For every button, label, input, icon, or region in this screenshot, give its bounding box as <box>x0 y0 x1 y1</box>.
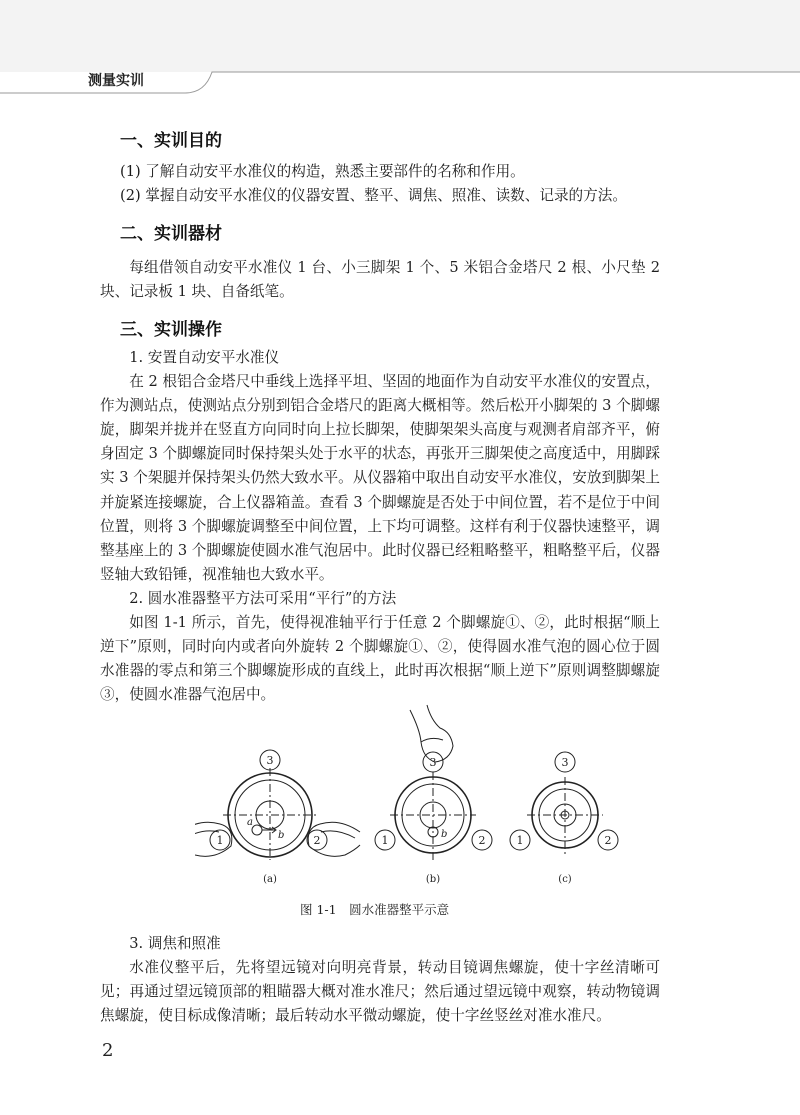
objective-item-2: (2) 掌握自动安平水准仪的仪器安置、整平、调焦、照准、读数、记录的方法。 <box>120 187 627 204</box>
screw-label: 2 <box>313 834 321 847</box>
page-number: 2 <box>102 1040 114 1061</box>
screw-label: 1 <box>516 834 524 847</box>
screw-label: 3 <box>266 754 274 767</box>
step3-body <box>100 932 660 1028</box>
section-heading-operation: 三、实训操作 <box>120 320 222 340</box>
running-header: 测量实训 <box>88 73 144 89</box>
point-label: a <box>247 817 253 828</box>
panel-label: (b) <box>425 874 441 885</box>
panel-label: (a) <box>263 874 277 885</box>
left-hand-icon <box>195 822 232 856</box>
objective-item-1: (1) 了解自动安平水准仪的构造，熟悉主要部件的名称和作用。 <box>120 163 525 180</box>
step2-text: 如图 1-1 所示，首先，使得视准轴平行于任意 2 个脚螺旋①、②，此时根据“顺上逆下”原则，同时向内或者向外旋转 2 个脚螺旋①、②，使得圆水准气泡的圆心位于圆水准器的零点和第三个脚螺旋形成的直线上，此时再次根据“顺上逆下”原则调整脚螺旋③，使圆水准器气泡居中。 <box>100 614 660 704</box>
top-hand-icon <box>410 705 453 762</box>
step1-text: 在 2 根铝合金塔尺中垂线上选择平坦、坚固的地面作为自动安平水准仪的安置点，作为测站点，使测站点分别到铝合金塔尺的距离大概相等。然后松开小脚架的 3 个脚螺旋，脚架并拢并在竖直方向同时向上拉长脚架，使脚架架头高度与观测者肩部齐平，俯身固定 3 个脚螺旋同时保持架头处于水平的状态，再张开三脚架使之高度适中，用脚踩实 3 个架腿并保持架头仍然大致水平。从仪器箱中取出自动安平水准仪，安放到脚架上并旋紧连接螺旋，合上仪器箱盖。查看 3 个脚螺旋是否处于中间位置，若不是位于中间位置，则将 3 个脚螺旋调整至中间位置，上下均可调整。这样有利于仪器快速整平，调整基座上的 3 个脚螺旋使圆水准气泡居中。此时仪器已经粗略整平，粗略整平后，仪器竖轴大致铅锤，视准轴也大致水平。 <box>100 373 660 583</box>
figure-caption: 图 1-1 圆水准器整平示意 <box>300 902 450 917</box>
bubble-icon <box>252 825 262 835</box>
screw-label: 1 <box>381 834 389 847</box>
panel-b <box>375 705 492 860</box>
equipment-paragraph <box>100 256 660 304</box>
point-label: b <box>441 829 448 840</box>
operation-body <box>100 346 660 707</box>
section-heading-equipment: 二、实训器材 <box>120 224 222 244</box>
screw-label: 1 <box>216 834 224 847</box>
screw-label: 2 <box>604 834 612 847</box>
equipment-text: 每组借领自动安平水准仪 1 台、小三脚架 1 个、5 米铝合金塔尺 2 根、小尺垫 2 块、记录板 1 块、自备纸笔。 <box>100 259 660 301</box>
point-label: b <box>278 830 285 841</box>
screw-label: 3 <box>429 756 437 769</box>
screw-label: 2 <box>478 834 486 847</box>
screw-label: 3 <box>561 756 569 769</box>
step3-title: 3. 调焦和照准 <box>129 935 221 952</box>
step1-title: 1. 安置自动安平水准仪 <box>129 349 280 366</box>
step2-title: 2. 圆水准器整平方法可采用“平行”的方法 <box>129 589 397 607</box>
section-heading-objectives: 一、实训目的 <box>120 131 222 151</box>
leveling-figure <box>195 700 625 895</box>
panel-label: (c) <box>558 874 572 885</box>
step3-text: 水准仪整平后，先将望远镜对向明亮背景，转动目镜调焦螺旋，使十字丝清晰可见；再通过望远镜顶部的粗瞄器大概对准水准尺；然后通过望远镜中观察，转动物镜调焦螺旋，使目标成像清晰；最后转动水平微动螺旋，使十字丝竖丝对准水准尺。 <box>100 959 660 1025</box>
